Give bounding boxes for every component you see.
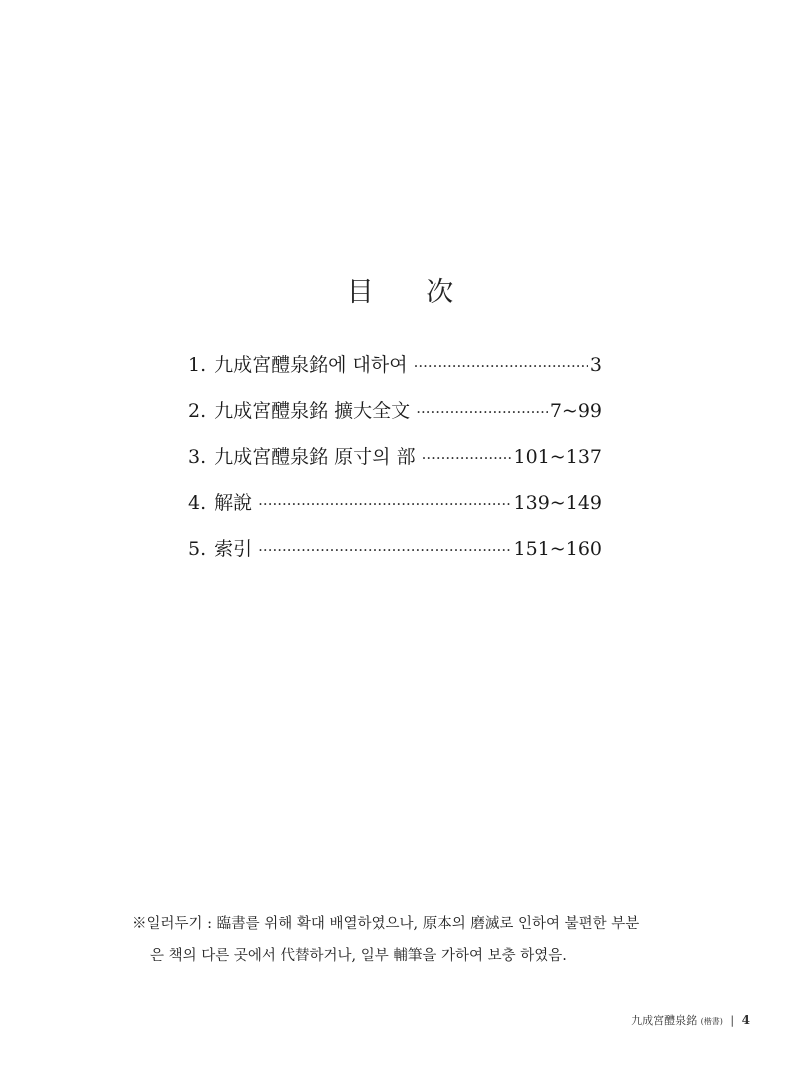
toc-dot-leader: [258, 541, 511, 559]
toc-dot-leader: [422, 449, 512, 467]
toc-entry-pages: 139~149: [513, 492, 602, 514]
editorial-note-line: ※일러두기 : 臨書를 위해 확대 배열하였으나, 原本의 磨滅로 인하여 불편한 부분: [132, 916, 640, 932]
footer-separator: |: [730, 1014, 735, 1027]
toc-entry-label: 九成宮醴泉銘 擴大全文: [214, 400, 411, 422]
toc-entry-3[interactable]: [188, 442, 602, 488]
toc-entry-4[interactable]: [188, 488, 602, 534]
table-of-contents: [188, 350, 602, 580]
toc-entry-number: 5.: [188, 538, 207, 560]
toc-entry-label: 索引: [214, 538, 253, 560]
toc-entry-label: 九成宮醴泉銘에 대하여: [214, 354, 408, 376]
toc-entry-pages: 3: [589, 354, 602, 376]
toc-entry-label: 九成宮醴泉銘 原寸의 部: [214, 446, 416, 468]
toc-dot-leader: [414, 357, 588, 375]
toc-dot-leader: [258, 495, 511, 513]
toc-entry-5[interactable]: [188, 534, 602, 580]
toc-entry-1[interactable]: [188, 350, 602, 396]
toc-entry-pages: 101~137: [513, 446, 602, 468]
toc-entry-number: 1.: [188, 354, 207, 376]
toc-entry-number: 3.: [188, 446, 207, 468]
editorial-note: [132, 908, 692, 972]
toc-entry-label: 解說: [214, 492, 253, 514]
footer-book-subtitle: (楷書): [700, 1017, 723, 1026]
toc-entry-pages: 7~99: [549, 400, 602, 422]
footer-book-title: 九成宮醴泉銘: [631, 1014, 698, 1027]
page-footer: [631, 1012, 750, 1028]
toc-entry-number: 4.: [188, 492, 207, 514]
editorial-note-line: 은 책의 다른 곳에서 代替하거나, 일부 輔筆을 가하여 보충 하였음.: [150, 948, 567, 964]
toc-entry-pages: 151~160: [513, 538, 602, 560]
toc-entry-number: 2.: [188, 400, 207, 422]
toc-dot-leader: [416, 403, 548, 421]
toc-entry-2[interactable]: [188, 396, 602, 442]
page-title: 目 次: [346, 277, 476, 309]
page-number: 4: [741, 1013, 750, 1027]
